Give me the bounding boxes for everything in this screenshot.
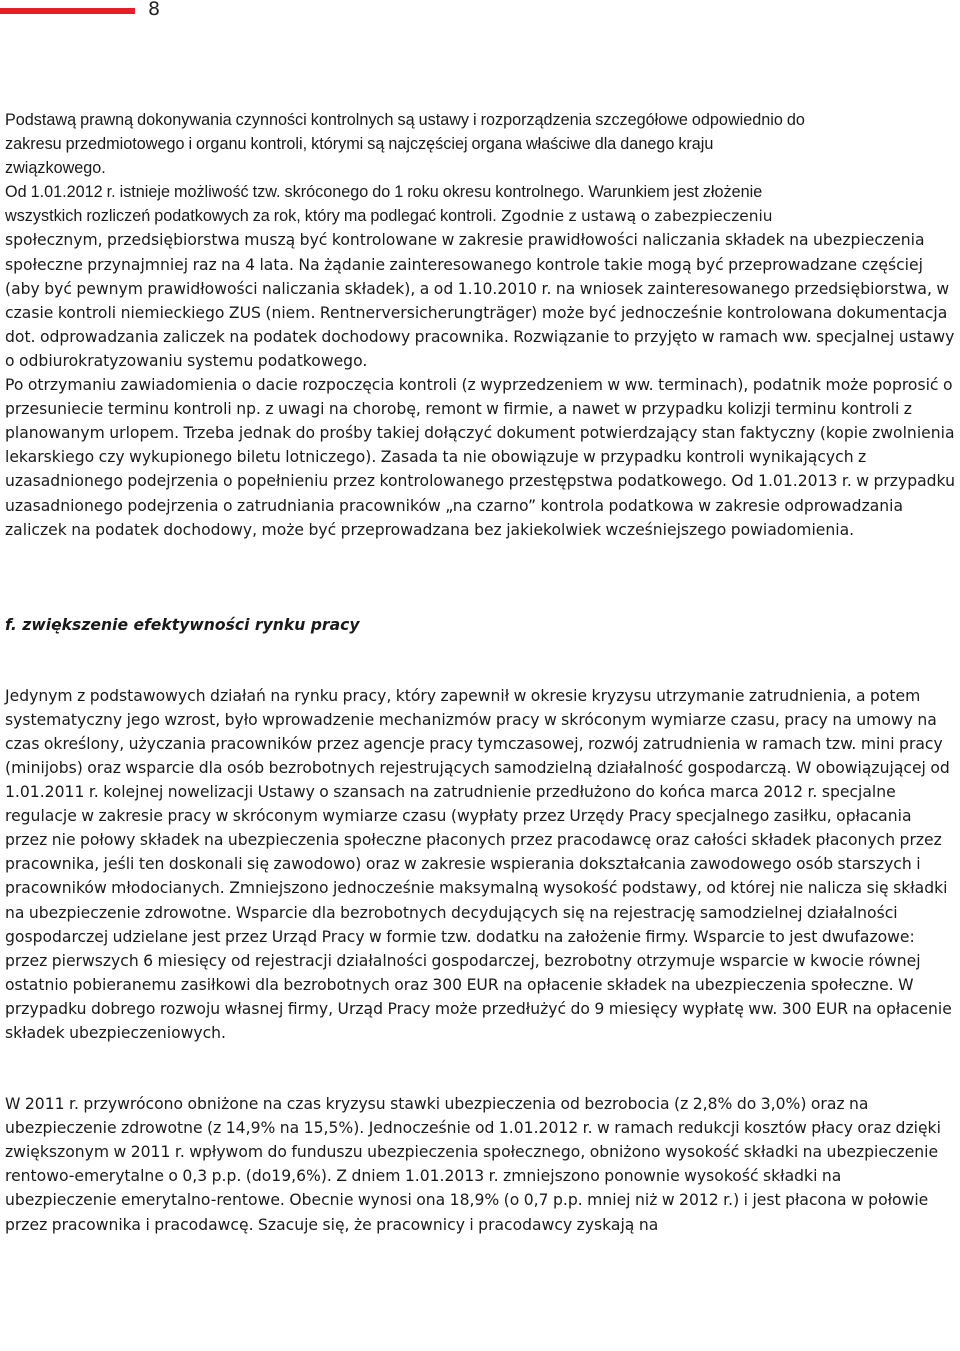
header-accent-bar (0, 8, 135, 14)
document-body (5, 108, 955, 1237)
text-line: Podstawą prawną dokonywania czynności kontrolnych są ustawy i rozporządzenia szczegółowe odpowiednio do (5, 111, 805, 129)
text-line: Od 1.01.2012 r. istnieje możliwość tzw. skróconego do 1 roku okresu kontrolnego. Warunkiem jest złożenie (5, 183, 763, 202)
section-title: f. zwiększenie efektywności rynku pracy (5, 615, 360, 634)
paragraph-labour-market: Jedynym z podstawowych działań na rynku pracy, który zapewnił w okresie kryzysu utrzymanie zatrudnienia, a potem systematyczny jego wzrost, było wprowadzenie mechanizmów pracy w skróconym wymiarze czasu, pracy na umowy na czas określony, użyczania pracowników przez agencje pracy tymczasowej, rozwój zatrudnienia w ramach tzw. mini pracy (minijobs) oraz wsparcie dla osób bezrobotnych rejestrujących samodzielną działalność gospodarczą. W obowiązującej od 1.01.2011 r. kolejnej nowelizacji Ustawy o szansach na zatrudnienie przedłużono do końca marca 2012 r. specjalne regulacje w zakresie pracy w skróconym wymiarze czasu (wypłaty przez Urzędy Pracy specjalnego zasiłku, opłacania przez nie połowy składek na ubezpieczenia społeczne płaconych przez pracodawcę oraz całości składek płaconych przez pracownika, jeśli ten doskonali się zawodowo) oraz w zakresie wspierania dokształcania zawodowego osób starszych i pracowników młodocianych. Zmniejszono jednocześnie maksymalną wysokość podstawy, od której nie nalicza się składki na ubezpieczenie zdrowotne. Wsparcie dla bezrobotnych decydujących się na rejestrację samodzielnej działalności gospodarczej udzielane jest przez Urząd Pracy w formie tzw. dodatku na założenie firmy. Wsparcie to jest dwufazowe: przez pierwszych 6 miesięcy od rejestracji działalności gospodarczej, bezrobotny otrzymuje wsparcie w kwocie równej ostatnio pobieranemu zasiłkowi dla bezrobotnych oraz 300 EUR na opłacenie składek na ubezpieczenia społeczne. W przypadku dobrego rozwoju własnej firmy, Urząd Pracy może przedłużyć do 9 miesięcy wypłatę ww. 300 EUR na opłacenie składek ubezpieczeniowych. (5, 686, 952, 1042)
text-segment: Zgodnie z ustawą o zabezpieczeniu (496, 207, 773, 226)
paragraph-postponement: Po otrzymaniu zawiadomienia o dacie rozpoczęcia kontroli (z wyprzedzeniem w ww. terminach), podatnik może poprosić o przesuniecie terminu kontroli np. z uwagi na chorobę, remont w firmie, a nawet w przypadku kolizji terminu kontroli z planowanym urlopem. Trzeba jednak do prośby takiej dołączyć dokument potwierdzający stan faktyczny (kopie zwolnienia lekarskiego czy wykupionego biletu lotniczego). Zasada ta nie obowiązuje w przypadku kontroli wynikających z uzasadnionego podejrzenia o popełnieniu przez kontrolowanego przestępstwa podatkowego. Od 1.01.2013 r. w przypadku uzasadnionego podejrzenia o zatrudniania pracowników „na czarno” kontrola podatkowa w zakresie odprowadzania zaliczek na podatek dochodowy, może być przeprowadzana bez jakiekolwiek wcześniejszego powiadomienia. (5, 376, 955, 539)
text-segment: wszystkich rozliczeń podatkowych za rok, który ma podlegać kontroli. (5, 207, 497, 226)
page-number: 8 (148, 0, 161, 20)
page-header (0, 0, 960, 40)
text-line: związkowego. (5, 159, 106, 178)
text-line (5, 204, 955, 228)
paragraph-legal-basis (5, 108, 955, 373)
text-line: zakresu przedmiotowego i organu kontroli, którymi są najczęściej organa właściwe dla danego kraju (5, 135, 714, 154)
spacer (5, 637, 955, 684)
paragraph-social-insurance: społecznym, przedsiębiorstwa muszą być kontrolowane w zakresie prawidłowości naliczania składek na ubezpieczenia społeczne przynajmniej raz na 4 lata. Na żądanie zainteresowanego kontrole takie mogą być przeprowadzane częściej (aby być pewnym prawidłowości naliczania składek), a od 1.10.2010 r. na wniosek zainteresowanego przedsiębiorstwa, w czasie kontroli niemieckiego ZUS (niem. Rentnerversicherungträger) może być jednocześnie kontrolowana dokumentacja dot. odprowadzania zaliczek na podatek dochodowy pracownika. Rozwiązanie to przyjęto w ramach ww. specjalnej ustawy o odbiurokratyzowaniu systemu podatkowego. (5, 231, 955, 370)
paragraph-insurance-rates: W 2011 r. przywrócono obniżone na czas kryzysu stawki ubezpieczenia od bezrobocia (z 2,8% do 3,0%) oraz na ubezpieczenie zdrowotne (z 14,9% na 15,5%). Jednocześnie od 1.01.2012 r. w ramach redukcji kosztów płacy oraz dzięki zwiększonym w 2011 r. wpływom do funduszu ubezpieczenia społecznego, obniżono wysokość składki na ubezpieczenie rentowo-emerytalne o 0,3 p.p. (do19,6%). Z dniem 1.01.2013 r. zmniejszono ponownie wysokość składki na ubezpieczenie emerytalno-rentowe. Obecnie wynosi ona 18,9% (o 0,7 p.p. mniej niż w 2012 r.) i jest płacona w połowie przez pracownika i pracodawcę. Szacuje się, że pracownicy i pracodawcy zyskają na (5, 1095, 941, 1234)
spacer (5, 1045, 955, 1092)
